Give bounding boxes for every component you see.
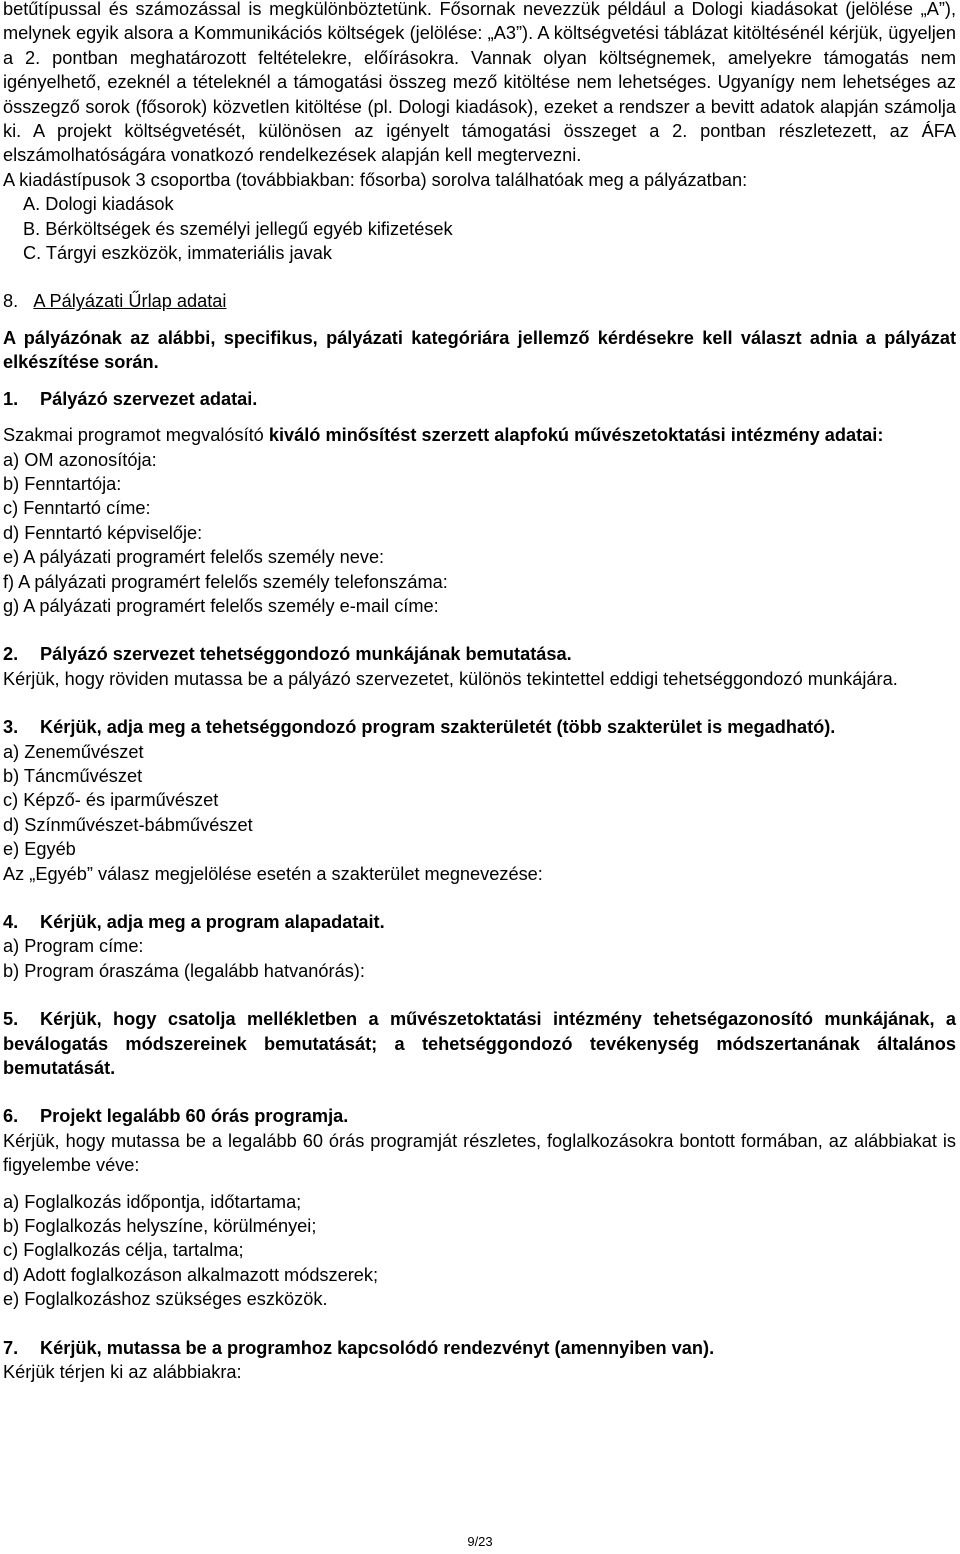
- intro-paragraph: betűtípussal és számozással is megkülönböztetünk. Fősornak nevezzük például a Dologi kiadásokat (jelölése „A”), melynek egyik alsora a Kommunikációs költségek (jelölése: „A3”). A költségvetési táblázat kitöltésénél kérjük, ügyeljen a 2. pontban meghatározott feltételekre, előírásokra. Vannak olyan költségnemek, amelyekre támogatás nem igényelhető, ezeknél a tételeknél a támogatási összeg mező kitöltése nem lehetséges. Ugyanígy nem lehetséges az összegző sorok (fősorok) közvetlen kitöltése (pl. Dologi kiadások), ezeket a rendszer a bevitt adatok alapján számolja ki. A projekt költségvetését, különösen az igényelt támogatási összeget a 2. pontban részletezett, az ÁFA elszámolhatóságára vonatkozó rendelkezések alapján kell megtervezni.: [3, 0, 956, 166]
- list-item: b) Fenntartója:: [3, 473, 122, 494]
- question-title: Kérjük, adja meg a program alapadatait.: [40, 912, 385, 932]
- question-6-text: Kérjük, hogy mutassa be a legalább 60 órás programját részletes, foglalkozásokra bontott formában, az alábbiakat is figyelembe véve:: [3, 1130, 956, 1176]
- list-item: g) A pályázati programért felelős személy e-mail címe:: [3, 595, 439, 616]
- question-title: Kérjük, mutassa be a programhoz kapcsolódó rendezvényt (amennyiben van).: [40, 1337, 715, 1358]
- list-item: d) Színművészet-bábművészet: [3, 814, 253, 835]
- question-title: Projekt legalább 60 órás programja.: [40, 1106, 349, 1127]
- list-item: c) Fenntartó címe:: [3, 498, 151, 519]
- question-7-text: Kérjük térjen ki az alábbiakra:: [3, 1362, 242, 1383]
- list-item: d) Fenntartó képviselője:: [3, 522, 203, 543]
- intro-normal-text: Szakmai programot megvalósító: [3, 425, 269, 446]
- question-title: Kérjük, adja meg a tehetséggondozó program szakterületét (több szakterület is megadható).: [40, 717, 836, 738]
- list-item: c) Képző- és iparművészet: [3, 790, 219, 811]
- question-4-items: [3, 934, 956, 983]
- question-title: Pályázó szervezet adatai.: [40, 388, 258, 409]
- expense-types-paragraph: A kiadástípusok 3 csoportba (továbbiakban: fősorba) sorolva találhatóak meg a pályázatban:: [3, 169, 748, 190]
- document-page: [3, 0, 956, 1385]
- question-1-heading: [3, 387, 956, 411]
- question-number: 2.: [3, 644, 19, 665]
- question-1-items: [3, 448, 956, 619]
- list-item: b) Táncművészet: [3, 765, 143, 786]
- list-item: d) Adott foglalkozáson alkalmazott módszerek;: [3, 1264, 379, 1285]
- question-7-heading: [3, 1336, 956, 1360]
- list-item: b) Foglalkozás helyszíne, körülményei;: [3, 1216, 317, 1237]
- question-2-text: Kérjük, hogy röviden mutassa be a pályázó szervezetet, különös tekintettel eddigi tehetséggondozó munkájára.: [3, 668, 898, 689]
- list-item: a) OM azonosítója:: [3, 449, 157, 470]
- list-item: e) Foglalkozáshoz szükséges eszközök.: [3, 1289, 328, 1310]
- question-1-intro: [3, 423, 956, 447]
- list-item: c) Foglalkozás célja, tartalma;: [3, 1240, 244, 1261]
- question-3-items: [3, 740, 956, 862]
- question-title: Pályázó szervezet tehetséggondozó munkájának bemutatása.: [40, 644, 572, 665]
- list-item: a) Foglalkozás időpontja, időtartama;: [3, 1191, 302, 1212]
- question-number: 5.: [3, 1009, 19, 1030]
- question-6-heading: [3, 1104, 956, 1128]
- question-number: 7.: [3, 1337, 19, 1358]
- section-8-lead: A pályázónak az alábbi, specifikus, pályázati kategóriára jellemző kérdésekre kell választ adnia a pályázat elkészítése során.: [3, 327, 956, 373]
- list-item: a) Zeneművészet: [3, 741, 144, 762]
- question-2-heading: [3, 642, 956, 666]
- question-4-heading: [3, 910, 956, 934]
- list-item: B. Bérköltségek és személyi jellegű egyéb kifizetések: [23, 218, 453, 239]
- question-5-heading: [3, 1007, 956, 1080]
- list-item: b) Program óraszáma (legalább hatvanórás):: [3, 960, 365, 981]
- list-item: C. Tárgyi eszközök, immateriális javak: [23, 243, 332, 264]
- question-3-heading: [3, 715, 956, 739]
- question-number: 1.: [3, 388, 19, 409]
- question-number: 6.: [3, 1106, 19, 1127]
- question-3-other: Az „Egyéb” válasz megjelölése esetén a szakterület megnevezése:: [3, 863, 543, 884]
- expense-groups-list: [3, 192, 956, 265]
- section-number: 8.: [3, 291, 19, 312]
- question-number: 3.: [3, 717, 19, 738]
- list-item: f) A pályázati programért felelős személy telefonszáma:: [3, 571, 448, 592]
- list-item: A. Dologi kiadások: [23, 194, 174, 215]
- question-6-items: [3, 1190, 956, 1312]
- section-title: A Pályázati Űrlap adatai: [33, 291, 227, 312]
- question-title: Kérjük, hogy csatolja mellékletben a művészetoktatási intézmény tehetségazonosító munkájának, a beválogatás módszereinek bemutatását; a tehetséggondozó tevékenység módszertanának általános bemutatását.: [3, 1009, 956, 1079]
- section-8-heading: [3, 289, 956, 313]
- page-number: 9/23: [467, 1534, 493, 1549]
- list-item: e) Egyéb: [3, 839, 76, 860]
- list-item: a) Program címe:: [3, 936, 144, 957]
- list-item: e) A pályázati programért felelős személy neve:: [3, 547, 385, 568]
- question-number: 4.: [3, 912, 19, 932]
- intro-bold-text: kiváló minősítést szerzett alapfokú művészetoktatási intézmény adatai:: [268, 425, 884, 446]
